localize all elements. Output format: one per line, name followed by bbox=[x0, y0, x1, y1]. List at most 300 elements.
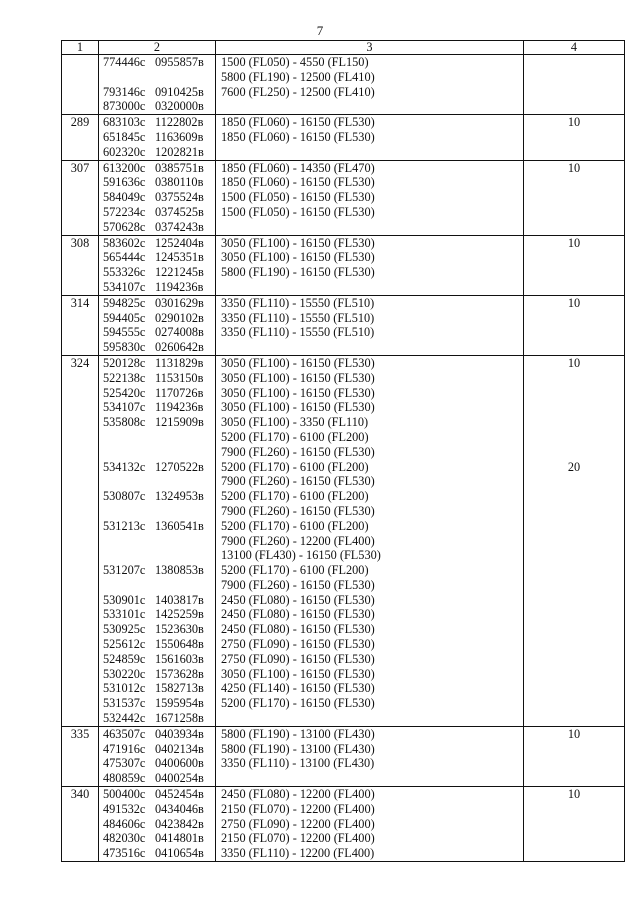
coordinate-line bbox=[99, 205, 215, 220]
coordinates-cell bbox=[99, 235, 216, 295]
longitude-code: 1194236в bbox=[155, 400, 204, 415]
longitude-code: 1380853в bbox=[155, 563, 204, 578]
latitude-code: 531207с bbox=[103, 563, 146, 578]
coordinate-line bbox=[99, 99, 215, 114]
coordinate-line bbox=[99, 519, 215, 534]
latitude-code: 572234с bbox=[103, 204, 146, 219]
longitude-code: 0403934в bbox=[155, 726, 204, 741]
coordinates-cell bbox=[99, 115, 216, 160]
coordinate-line bbox=[99, 802, 215, 817]
latitude-code: 594825с bbox=[103, 295, 146, 310]
coordinate-line bbox=[99, 250, 215, 265]
altitude-range: 1850 (FL060) - 16150 (FL530) bbox=[221, 175, 375, 190]
coordinate-line bbox=[99, 504, 215, 519]
longitude-code: 0955857в bbox=[155, 55, 204, 69]
altitude-cell bbox=[216, 160, 524, 235]
coordinate-line bbox=[99, 771, 215, 786]
latitude-code: 595830с bbox=[103, 340, 146, 355]
coordinate-line bbox=[99, 534, 215, 549]
coordinates-cell bbox=[99, 160, 216, 235]
latitude-code: 613200с bbox=[103, 160, 146, 175]
altitude-range: 2450 (FL080) - 16150 (FL530) bbox=[221, 592, 375, 607]
longitude-code: 0290102в bbox=[155, 310, 204, 325]
altitude-range: 7900 (FL260) - 16150 (FL530) bbox=[221, 474, 375, 489]
altitude-range: 1500 (FL050) - 16150 (FL530) bbox=[221, 204, 375, 219]
altitude-range: 3050 (FL100) - 3350 (FL110) bbox=[221, 415, 369, 430]
altitude-range bbox=[216, 99, 523, 114]
route-number-cell bbox=[62, 55, 99, 115]
spacing-value bbox=[524, 622, 624, 637]
spacing-cell bbox=[524, 787, 625, 862]
spacing-cell bbox=[524, 55, 625, 115]
coordinate-line bbox=[99, 681, 215, 696]
coordinate-line bbox=[99, 607, 215, 622]
longitude-code: 1170726в bbox=[155, 385, 204, 400]
spacing-value bbox=[524, 280, 624, 295]
latitude-code: 534107с bbox=[103, 279, 146, 294]
coordinate-line bbox=[99, 130, 215, 145]
table-row bbox=[62, 787, 625, 862]
altitude-range: 2750 (FL090) - 16150 (FL530) bbox=[221, 651, 375, 666]
altitude-range: 3350 (FL110) - 15550 (FL510) bbox=[221, 295, 375, 310]
spacing-value bbox=[524, 696, 624, 711]
latitude-code: 534107с bbox=[103, 400, 146, 415]
coordinate-line bbox=[99, 696, 215, 711]
coordinate-line bbox=[99, 236, 215, 251]
route-number-cell bbox=[62, 115, 99, 160]
altitude-range: 1850 (FL060) - 14350 (FL470) bbox=[221, 160, 375, 175]
spacing-cell bbox=[524, 726, 625, 786]
longitude-code: 0423842в bbox=[155, 816, 204, 831]
coordinate-line bbox=[99, 727, 215, 742]
longitude-code: 1403817в bbox=[155, 592, 204, 607]
longitude-code: 1270522в bbox=[155, 459, 204, 474]
coordinate-line bbox=[99, 55, 215, 70]
altitude-range: 1500 (FL050) - 4550 (FL150) bbox=[221, 55, 369, 69]
altitude-range: 1850 (FL060) - 16150 (FL530) bbox=[221, 129, 375, 144]
spacing-value bbox=[524, 667, 624, 682]
spacing-value bbox=[524, 637, 624, 652]
longitude-code: 1245351в bbox=[155, 250, 204, 265]
latitude-code: 525612с bbox=[103, 637, 146, 652]
longitude-code: 0402134в bbox=[155, 741, 204, 756]
altitude-range: 5800 (FL190) - 16150 (FL530) bbox=[221, 265, 375, 280]
coordinates-cell bbox=[99, 787, 216, 862]
spacing-value bbox=[524, 265, 624, 280]
spacing-value bbox=[524, 325, 624, 340]
coordinate-line bbox=[99, 593, 215, 608]
table-row bbox=[62, 55, 625, 115]
altitude-range: 5800 (FL190) - 13100 (FL430) bbox=[221, 726, 375, 741]
altitude-range: 5800 (FL190) - 13100 (FL430) bbox=[221, 741, 375, 756]
coordinate-line bbox=[99, 85, 215, 100]
longitude-code: 1573628в bbox=[155, 666, 204, 681]
longitude-code: 0374525в bbox=[155, 204, 204, 219]
altitude-range: 2450 (FL080) - 16150 (FL530) bbox=[221, 622, 375, 637]
latitude-code: 651845с bbox=[103, 129, 146, 144]
spacing-value bbox=[524, 190, 624, 205]
coordinate-line bbox=[99, 280, 215, 295]
spacing-value: 10 bbox=[567, 355, 581, 370]
altitude-range: 7900 (FL260) - 16150 (FL530) bbox=[221, 577, 375, 592]
spacing-value bbox=[524, 445, 624, 460]
altitude-range: 3050 (FL100) - 16150 (FL530) bbox=[221, 250, 375, 265]
coordinate-line bbox=[99, 622, 215, 637]
altitude-range: 5200 (FL170) - 6100 (FL200) bbox=[221, 429, 369, 444]
table-row bbox=[62, 115, 625, 160]
longitude-code: 1550648в bbox=[155, 637, 204, 652]
longitude-code: 0374243в bbox=[155, 219, 204, 234]
latitude-code: 500400с bbox=[103, 787, 146, 802]
coordinate-line bbox=[99, 652, 215, 667]
altitude-range: 5200 (FL170) - 16150 (FL530) bbox=[221, 696, 375, 711]
spacing-value: 10 bbox=[567, 115, 581, 130]
longitude-code: 0301629в bbox=[155, 295, 204, 310]
latitude-code: 522138с bbox=[103, 370, 146, 385]
altitude-range bbox=[216, 340, 523, 355]
header-row bbox=[62, 41, 625, 55]
altitude-range bbox=[216, 771, 523, 786]
coordinate-line bbox=[99, 325, 215, 340]
coordinate-line bbox=[99, 445, 215, 460]
altitude-range: 1850 (FL060) - 16150 (FL530) bbox=[221, 115, 375, 130]
table-row bbox=[62, 295, 625, 355]
spacing-value bbox=[524, 504, 624, 519]
spacing-value bbox=[524, 474, 624, 489]
spacing-value bbox=[524, 534, 624, 549]
spacing-value bbox=[524, 311, 624, 326]
spacing-value bbox=[524, 652, 624, 667]
longitude-code: 0385751в bbox=[155, 160, 204, 175]
coordinate-line bbox=[99, 311, 215, 326]
altitude-cell bbox=[216, 55, 524, 115]
altitude-cell bbox=[216, 787, 524, 862]
longitude-code: 1324953в bbox=[155, 489, 204, 504]
coordinates-cell bbox=[99, 55, 216, 115]
coordinate-line bbox=[99, 161, 215, 176]
latitude-code: 570628с bbox=[103, 219, 146, 234]
altitude-range: 3350 (FL110) - 15550 (FL510) bbox=[221, 325, 375, 340]
spacing-value: 10 bbox=[567, 295, 581, 310]
route-number-cell bbox=[62, 355, 99, 726]
altitude-range: 3050 (FL100) - 16150 (FL530) bbox=[221, 666, 375, 681]
spacing-cell bbox=[524, 235, 625, 295]
spacing-value bbox=[524, 519, 624, 534]
altitude-range: 3050 (FL100) - 16150 (FL530) bbox=[221, 355, 375, 370]
latitude-code: 594555с bbox=[103, 325, 146, 340]
table-body bbox=[62, 55, 625, 862]
spacing-value bbox=[524, 548, 624, 563]
route-number bbox=[62, 55, 98, 70]
spacing-value bbox=[524, 340, 624, 355]
latitude-code: 584049с bbox=[103, 190, 146, 205]
latitude-code: 873000с bbox=[103, 99, 146, 114]
column-header: 2 bbox=[99, 41, 216, 55]
latitude-code: 530901с bbox=[103, 592, 146, 607]
altitude-range: 3350 (FL110) - 12200 (FL400) bbox=[221, 846, 375, 861]
longitude-code: 0434046в bbox=[155, 801, 204, 816]
coordinate-line bbox=[99, 711, 215, 726]
latitude-code: 524859с bbox=[103, 651, 146, 666]
latitude-code: 531213с bbox=[103, 518, 146, 533]
altitude-range: 3050 (FL100) - 16150 (FL530) bbox=[221, 370, 375, 385]
coordinate-line bbox=[99, 430, 215, 445]
longitude-code: 0452454в bbox=[155, 787, 204, 802]
spacing-value bbox=[524, 607, 624, 622]
spacing-value bbox=[524, 817, 624, 832]
latitude-code: 520128с bbox=[103, 355, 146, 370]
coordinate-line bbox=[99, 637, 215, 652]
longitude-code: 0320000в bbox=[155, 99, 204, 114]
coordinate-line bbox=[99, 756, 215, 771]
page-number: 7 bbox=[316, 23, 324, 38]
longitude-code: 0274008в bbox=[155, 325, 204, 340]
coordinate-line bbox=[99, 145, 215, 160]
altitude-range: 1500 (FL050) - 16150 (FL530) bbox=[221, 190, 375, 205]
spacing-value bbox=[524, 831, 624, 846]
spacing-value bbox=[524, 386, 624, 401]
altitude-range bbox=[216, 145, 523, 160]
altitude-range: 7900 (FL260) - 16150 (FL530) bbox=[221, 444, 375, 459]
altitude-range: 3050 (FL100) - 16150 (FL530) bbox=[221, 385, 375, 400]
longitude-code: 1153150в bbox=[155, 370, 204, 385]
coordinate-line bbox=[99, 578, 215, 593]
spacing-value bbox=[524, 756, 624, 771]
spacing-value: 10 bbox=[567, 160, 581, 175]
spacing-value bbox=[524, 711, 624, 726]
coordinates-cell bbox=[99, 295, 216, 355]
altitude-range: 3050 (FL100) - 16150 (FL530) bbox=[221, 235, 375, 250]
longitude-code: 0375524в bbox=[155, 190, 204, 205]
coordinate-line bbox=[99, 175, 215, 190]
longitude-code: 1561603в bbox=[155, 651, 204, 666]
altitude-cell bbox=[216, 726, 524, 786]
route-number: 307 bbox=[70, 160, 90, 175]
coordinate-line bbox=[99, 400, 215, 415]
latitude-code: 480859с bbox=[103, 771, 146, 786]
route-number: 340 bbox=[70, 787, 90, 802]
spacing-value bbox=[524, 220, 624, 235]
spacing-cell bbox=[524, 160, 625, 235]
altitude-range: 5800 (FL190) - 12500 (FL410) bbox=[221, 69, 375, 84]
altitude-cell bbox=[216, 235, 524, 295]
altitude-range: 3350 (FL110) - 15550 (FL510) bbox=[221, 310, 375, 325]
column-header: 3 bbox=[216, 41, 524, 55]
latitude-code: 594405с bbox=[103, 310, 146, 325]
spacing-value bbox=[524, 130, 624, 145]
altitude-range: 2450 (FL080) - 16150 (FL530) bbox=[221, 607, 375, 622]
longitude-code: 1523630в bbox=[155, 622, 204, 637]
altitude-range: 2750 (FL090) - 12200 (FL400) bbox=[221, 816, 375, 831]
spacing-value bbox=[524, 70, 624, 85]
route-number: 324 bbox=[70, 355, 90, 370]
longitude-code: 0380110в bbox=[155, 175, 204, 190]
altitude-cell bbox=[216, 295, 524, 355]
longitude-code: 1194236в bbox=[155, 279, 204, 294]
latitude-code: 475307с bbox=[103, 756, 146, 771]
latitude-code: 463507с bbox=[103, 726, 146, 741]
coordinate-line bbox=[99, 70, 215, 85]
coordinate-line bbox=[99, 340, 215, 355]
altitude-range bbox=[216, 280, 523, 295]
longitude-code: 1131829в bbox=[155, 355, 204, 370]
altitude-range: 2150 (FL070) - 12200 (FL400) bbox=[221, 831, 375, 846]
latitude-code: 565444с bbox=[103, 250, 146, 265]
coordinate-line bbox=[99, 831, 215, 846]
latitude-code: 530220с bbox=[103, 666, 146, 681]
longitude-code: 0400600в bbox=[155, 756, 204, 771]
altitude-range: 2750 (FL090) - 16150 (FL530) bbox=[221, 637, 375, 652]
coordinate-line bbox=[99, 548, 215, 563]
coordinate-line bbox=[99, 415, 215, 430]
coordinate-line bbox=[99, 115, 215, 130]
route-number: 335 bbox=[70, 726, 90, 741]
latitude-code: 471916с bbox=[103, 741, 146, 756]
coordinate-line bbox=[99, 265, 215, 280]
latitude-code: 530807с bbox=[103, 489, 146, 504]
longitude-code: 1582713в bbox=[155, 681, 204, 696]
coordinate-line bbox=[99, 296, 215, 311]
altitude-range: 5200 (FL170) - 6100 (FL200) bbox=[221, 563, 369, 578]
spacing-value bbox=[524, 802, 624, 817]
route-number-cell bbox=[62, 726, 99, 786]
longitude-code: 1163609в bbox=[155, 129, 204, 144]
spacing-value bbox=[524, 250, 624, 265]
spacing-value bbox=[524, 771, 624, 786]
longitude-code: 1360541в bbox=[155, 518, 204, 533]
latitude-code: 602320с bbox=[103, 144, 146, 159]
column-header: 1 bbox=[62, 41, 99, 55]
latitude-code: 530925с bbox=[103, 622, 146, 637]
longitude-code: 0400254в bbox=[155, 771, 204, 786]
altitude-range: 7900 (FL260) - 16150 (FL530) bbox=[221, 503, 375, 518]
route-number-cell bbox=[62, 787, 99, 862]
spacing-value bbox=[524, 846, 624, 861]
altitude-range: 3350 (FL110) - 13100 (FL430) bbox=[221, 756, 375, 771]
latitude-code: 484606с bbox=[103, 816, 146, 831]
latitude-code: 535808с bbox=[103, 415, 146, 430]
longitude-code: 1595954в bbox=[155, 696, 204, 711]
latitude-code: 491532с bbox=[103, 801, 146, 816]
coordinate-line bbox=[99, 386, 215, 401]
altitude-cell bbox=[216, 355, 524, 726]
route-number-cell bbox=[62, 235, 99, 295]
altitude-range: 5200 (FL170) - 6100 (FL200) bbox=[221, 459, 369, 474]
latitude-code: 793146с bbox=[103, 84, 146, 99]
coordinate-line bbox=[99, 371, 215, 386]
longitude-code: 0910425в bbox=[155, 84, 204, 99]
spacing-value bbox=[524, 400, 624, 415]
spacing-value: 20 bbox=[567, 459, 581, 474]
coordinate-line bbox=[99, 190, 215, 205]
route-number: 289 bbox=[70, 115, 90, 130]
altitude-range: 5200 (FL170) - 6100 (FL200) bbox=[221, 489, 369, 504]
altitude-range: 7600 (FL250) - 12500 (FL410) bbox=[221, 84, 375, 99]
spacing-value bbox=[524, 430, 624, 445]
longitude-code: 1425259в bbox=[155, 607, 204, 622]
latitude-code: 482030с bbox=[103, 831, 146, 846]
longitude-code: 1252404в bbox=[155, 235, 204, 250]
altitude-range: 13100 (FL430) - 16150 (FL530) bbox=[221, 548, 381, 563]
latitude-code: 531537с bbox=[103, 696, 146, 711]
spacing-value bbox=[524, 85, 624, 100]
latitude-code: 531012с bbox=[103, 681, 146, 696]
spacing-value bbox=[524, 55, 624, 70]
latitude-code: 553326с bbox=[103, 265, 146, 280]
table-row bbox=[62, 235, 625, 295]
latitude-code: 683103с bbox=[103, 115, 146, 130]
longitude-code: 0260642в bbox=[155, 340, 204, 355]
routes-table bbox=[61, 40, 625, 862]
coordinates-cell bbox=[99, 726, 216, 786]
spacing-value bbox=[524, 593, 624, 608]
longitude-code: 1671258в bbox=[155, 711, 204, 726]
spacing-value: 10 bbox=[567, 787, 581, 802]
spacing-value bbox=[524, 563, 624, 578]
coordinate-line bbox=[99, 356, 215, 371]
spacing-value bbox=[524, 175, 624, 190]
route-number: 308 bbox=[70, 235, 90, 250]
latitude-code: 774446с bbox=[103, 55, 146, 69]
altitude-range: 4250 (FL140) - 16150 (FL530) bbox=[221, 681, 375, 696]
coordinates-cell bbox=[99, 355, 216, 726]
longitude-code: 1122802в bbox=[155, 115, 204, 130]
longitude-code: 1215909в bbox=[155, 415, 204, 430]
coordinate-line bbox=[99, 489, 215, 504]
spacing-value: 10 bbox=[567, 726, 581, 741]
altitude-range: 3050 (FL100) - 16150 (FL530) bbox=[221, 400, 375, 415]
altitude-range: 7900 (FL260) - 12200 (FL400) bbox=[221, 533, 375, 548]
latitude-code: 533101с bbox=[103, 607, 146, 622]
route-number-cell bbox=[62, 160, 99, 235]
longitude-code: 1202821в bbox=[155, 144, 204, 159]
coordinate-line bbox=[99, 220, 215, 235]
coordinate-line bbox=[99, 563, 215, 578]
route-number-cell bbox=[62, 295, 99, 355]
spacing-cell bbox=[524, 115, 625, 160]
latitude-code: 473516с bbox=[103, 846, 146, 861]
longitude-code: 1221245в bbox=[155, 265, 204, 280]
spacing-value bbox=[524, 578, 624, 593]
latitude-code: 532442с bbox=[103, 711, 146, 726]
route-number: 314 bbox=[70, 295, 90, 310]
spacing-cell bbox=[524, 295, 625, 355]
spacing-value bbox=[524, 99, 624, 114]
latitude-code: 591636с bbox=[103, 175, 146, 190]
spacing-cell bbox=[524, 355, 625, 726]
altitude-cell bbox=[216, 115, 524, 160]
coordinate-line bbox=[99, 460, 215, 475]
spacing-value bbox=[524, 371, 624, 386]
table-row bbox=[62, 355, 625, 726]
latitude-code: 534132с bbox=[103, 459, 146, 474]
altitude-range: 2150 (FL070) - 12200 (FL400) bbox=[221, 801, 375, 816]
coordinate-line bbox=[99, 846, 215, 861]
table-row bbox=[62, 160, 625, 235]
altitude-range bbox=[216, 711, 523, 726]
longitude-code: 0414801в bbox=[155, 831, 204, 846]
coordinate-line bbox=[99, 667, 215, 682]
spacing-value bbox=[524, 681, 624, 696]
spacing-value bbox=[524, 415, 624, 430]
coordinate-line bbox=[99, 817, 215, 832]
coordinate-line bbox=[99, 742, 215, 757]
coordinate-line bbox=[99, 474, 215, 489]
spacing-value bbox=[524, 489, 624, 504]
spacing-value: 10 bbox=[567, 235, 581, 250]
table-row bbox=[62, 726, 625, 786]
spacing-value bbox=[524, 205, 624, 220]
